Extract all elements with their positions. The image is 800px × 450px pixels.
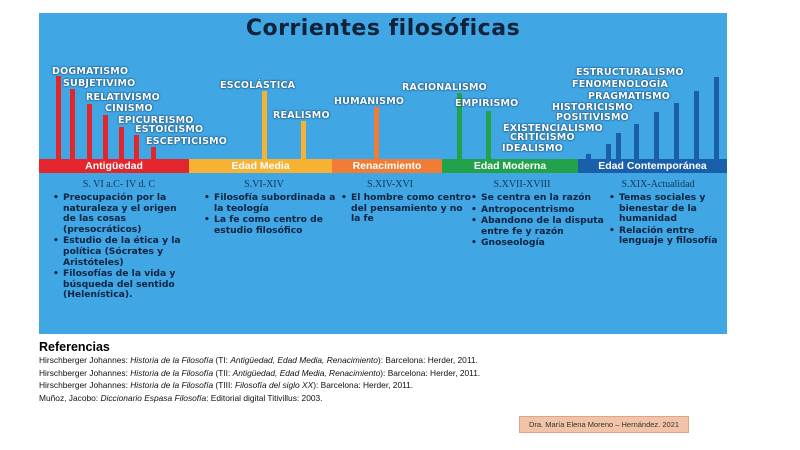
movement-bar <box>486 111 491 159</box>
movement-bar <box>606 144 611 159</box>
movement-bar <box>103 115 108 159</box>
movement-bar <box>674 103 679 159</box>
movement-label: ESTRUCTURALISMO <box>576 67 684 78</box>
bullet-item: • Filosofías de la vida y búsqueda del sentido (Helenística). <box>63 269 191 301</box>
movement-bar <box>56 76 61 159</box>
movement-label: ESCEPTICISMO <box>146 136 228 147</box>
bullet-item: • El hombre como centro del pensamiento y no la fe <box>351 193 471 225</box>
bullet-item: • Filosofía subordinada a la teología <box>214 193 339 214</box>
bullet-item: • La fe como centro de estudio filosófico <box>214 215 339 236</box>
movement-bars <box>39 13 727 173</box>
reference-item: Muñoz, Jacobo: Diccionario Espasa Filosofía: Editorial digital Titivillus: 2003. <box>39 392 323 403</box>
movement-label: SUBJETIVIMO <box>63 78 136 89</box>
movement-label: HUMANISMO <box>334 96 405 107</box>
bullet-item: • Se centra en la razón <box>481 193 607 204</box>
period-edad-contemporanea: Edad Contemporánea <box>578 159 727 173</box>
movement-label: EXISTENCIALISMO <box>503 123 603 134</box>
movement-label: HISTORICISMO <box>552 102 634 113</box>
movement-bar <box>374 107 379 159</box>
bullet-item: • Relación entre lenguaje y filosofía <box>619 226 727 247</box>
references-title: Referencias <box>39 340 110 354</box>
movement-label: EMPIRISMO <box>455 98 519 109</box>
movement-label: CRITICISMO <box>510 132 575 143</box>
movement-label: RELATIVISMO <box>86 92 160 103</box>
movement-bar <box>70 89 75 159</box>
movement-label: FENOMENOLOGÍA <box>572 79 669 90</box>
movement-bar <box>151 147 156 159</box>
period-antiguedad: Antigüedad <box>39 159 189 173</box>
movement-label: POSITIVISMO <box>556 112 629 123</box>
movement-bar <box>634 124 639 159</box>
movement-label: IDEALISMO <box>502 143 564 154</box>
movement-bar <box>134 135 139 159</box>
bullet-item: • Abandono de la disputa entre fe y razón <box>481 216 607 237</box>
range-edad-media: S.VI-XIV <box>244 179 284 190</box>
movement-label: ESCOLÁSTICA <box>220 80 296 91</box>
movement-label: DOGMATISMO <box>52 66 129 77</box>
range-edad-contemporanea: S.XIX-Actualidad <box>621 179 695 190</box>
movement-label: REALISMO <box>273 110 330 121</box>
movement-bar <box>694 91 699 159</box>
movement-bar <box>616 133 621 159</box>
reference-item: Hirschberger Johannes: Historia de la Filosofía (TII: Antigüedad, Edad Media, Renacimiento): Barcelona: Herder, 2011. <box>39 367 481 378</box>
movement-bar <box>87 104 92 159</box>
bullets-edad-contemporanea <box>609 193 727 248</box>
infographic-title: Corrientes filosóficas <box>245 16 521 41</box>
bullet-item: • Estudio de la ética y la política (Sócrates y Aristóteles) <box>63 236 191 268</box>
infographic <box>39 13 727 334</box>
period-edad-media: Edad Media <box>189 159 332 173</box>
author-credit: Dra. María Elena Moreno – Hernández. 2021 <box>519 416 689 433</box>
bullet-item: • Antropocentrismo <box>481 205 607 216</box>
reference-item: Hirschberger Johannes: Historia de la Filosofía (TIII: Filosofía del siglo XX): Barcelona: Herder, 2011. <box>39 380 414 391</box>
bullet-item: • Temas sociales y bienestar de la humanidad <box>619 193 727 225</box>
bullets-edad-media <box>204 193 339 237</box>
movement-label: PRAGMATISMO <box>588 91 671 102</box>
movement-label: EPICUREISMO <box>118 115 194 126</box>
range-edad-moderna: S.XVII-XVIII <box>493 179 551 190</box>
period-renacimiento: Renacimiento <box>332 159 442 173</box>
references <box>39 340 739 404</box>
reference-item: Hirschberger Johannes: Historia de la Filosofía (TI: Antigüedad, Edad Media, Renacimiento): Barcelona: Herder, 2011. <box>39 355 478 365</box>
period-band <box>39 159 727 173</box>
movement-label: RACIONALISMO <box>402 82 487 93</box>
bullets-antiguedad <box>53 193 191 302</box>
range-antiguedad: S. VI a.C- IV d. C <box>82 179 156 190</box>
movement-bar <box>654 112 659 159</box>
movement-bar <box>119 127 124 159</box>
movement-bar <box>301 121 306 159</box>
bullet-item: • Gnoseología <box>481 238 607 249</box>
movement-label: CINISMO <box>105 103 153 114</box>
range-renacimiento: S.XIV-XVI <box>366 179 414 190</box>
bullet-item: • Preocupación por la naturaleza y el origen de las cosas (presocráticos) <box>63 193 191 235</box>
movement-label: ESTOICISMO <box>135 124 204 135</box>
period-edad-moderna: Edad Moderna <box>442 159 578 173</box>
movement-bar <box>714 77 719 159</box>
bullets-renacimiento <box>341 193 471 226</box>
movement-bar <box>262 91 267 159</box>
bullets-edad-moderna <box>471 193 607 250</box>
